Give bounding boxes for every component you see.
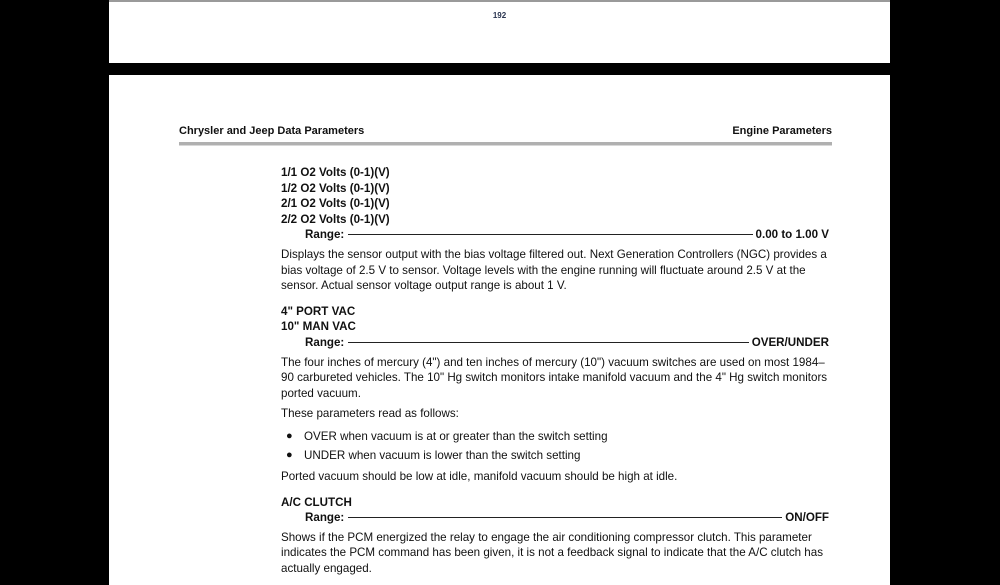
parameter-name: 4" PORT VAC (281, 304, 356, 318)
parameter-name: 2/1 O2 Volts (0-1)(V) (281, 197, 390, 211)
header-title-right: Engine Parameters (732, 125, 832, 137)
range-leader-line (348, 234, 752, 235)
page-number: 192 (492, 11, 507, 20)
description-paragraph: Shows if the PCM energized the relay to engage the air conditioning compressor clutch. This parameter indicates the PCM command has been given, it is not a feedback signal to indicate that the A/C clutch has actually engaged. (281, 530, 823, 575)
header-title-left: Chrysler and Jeep Data Parameters (179, 125, 365, 137)
bullet-text: UNDER when vacuum is lower than the switch setting (304, 448, 581, 462)
range-value: OVER/UNDER (751, 335, 829, 349)
range-label: Range: (305, 228, 345, 242)
bullet-list (281, 427, 829, 465)
range-leader-line (348, 517, 782, 518)
parameter-name: 1/2 O2 Volts (0-1)(V) (281, 181, 390, 195)
header-rule (179, 142, 832, 146)
range-value: ON/OFF (785, 511, 829, 525)
bullet-item (281, 427, 829, 446)
previous-page (109, 0, 890, 63)
range-label: Range: (305, 511, 345, 525)
running-header (179, 125, 832, 140)
range-label: Range: (305, 335, 345, 349)
bullet-icon: ● (286, 429, 293, 442)
parameter-name: 10" MAN VAC (281, 320, 356, 334)
bullet-text: OVER when vacuum is at or greater than the switch setting (304, 429, 608, 443)
range-line (281, 510, 829, 526)
closing-paragraph: Ported vacuum should be low at idle, manifold vacuum should be high at idle. (281, 469, 678, 483)
parameter-section-o2-volts (281, 165, 829, 294)
bullet-item (281, 446, 829, 465)
parameter-section-ac-clutch (281, 495, 829, 577)
parameter-name: A/C CLUTCH (281, 495, 352, 509)
page-content (281, 165, 829, 581)
description-paragraph: These parameters read as follows: (281, 407, 459, 421)
current-page (109, 75, 890, 585)
range-leader-line (348, 342, 748, 343)
parameter-name: 1/1 O2 Volts (0-1)(V) (281, 166, 390, 179)
parameter-section-vacuum (281, 304, 829, 485)
range-line (281, 335, 829, 351)
bullet-icon: ● (286, 448, 293, 461)
range-value: 0.00 to 1.00 V (755, 228, 829, 242)
description-paragraph: Displays the sensor output with the bias voltage filtered out. Next Generation Controllers (NGC) provides a bias voltage of 2.5 V to sensor. Voltage levels with the engine running will fluctuate around 2.5 V at the sensor. Actual sensor voltage output range is about 1 V. (281, 247, 827, 293)
parameter-name: 2/2 O2 Volts (0-1)(V) (281, 212, 390, 226)
range-line (281, 227, 829, 243)
description-paragraph: The four inches of mercury (4") and ten inches of mercury (10") vacuum switches are used on most 1984–90 carbureted vehicles. The 10" Hg switch monitors intake manifold vacuum and the 4" Hg switch monitors ported vacuum. (281, 355, 828, 400)
